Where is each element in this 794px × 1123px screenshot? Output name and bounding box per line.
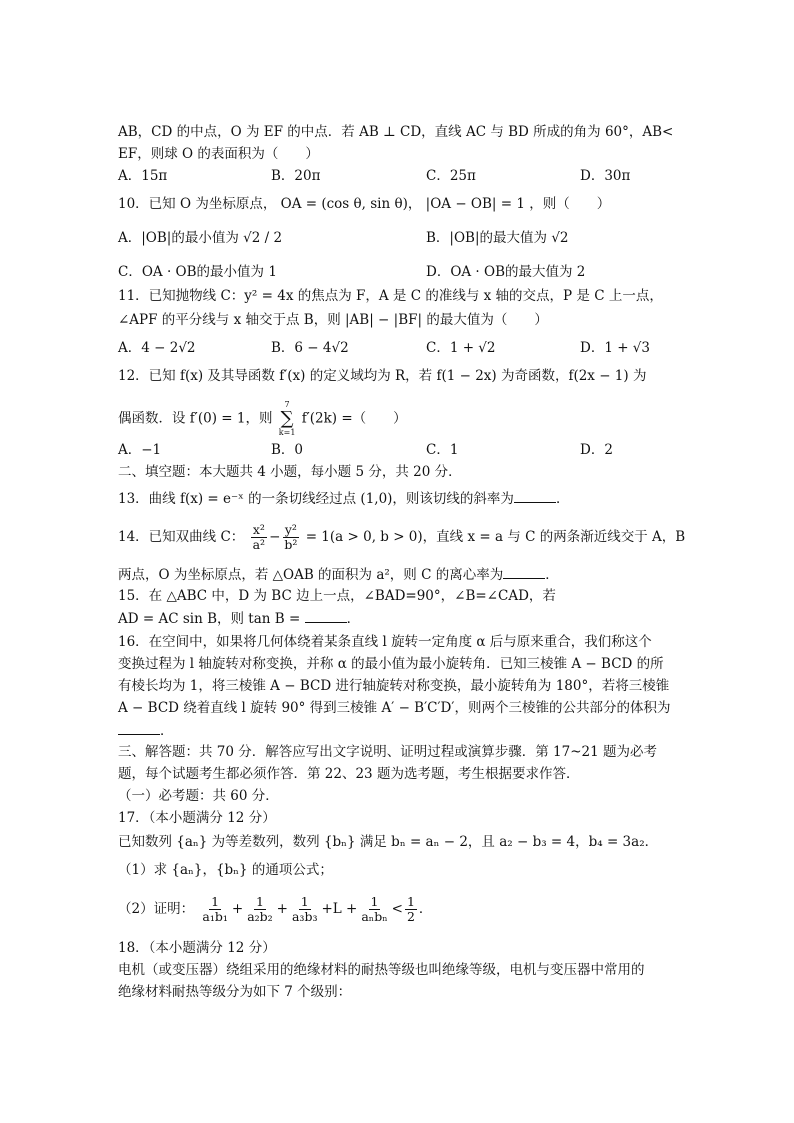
fraction: $\frac{1}{\text{a₂b₂}}$ [247, 894, 273, 924]
q9-line-2: EF，则球 O 的表面积为（ ） [118, 146, 319, 162]
q18-line-2: 绝缘材料耐热等级分为如下 7 个级别： [118, 984, 352, 1000]
q12-option-c: C．1 [426, 442, 459, 458]
q16-line-4: A − BCD 绕着直线 l 旋转 90° 得到三棱锥 A′ − B′C′D′，则两个三棱锥的公共部分的体积为 [118, 700, 671, 716]
q9-option-a: A．15π [118, 168, 168, 184]
q14-line-2: 两点，O 为坐标原点，若 △OAB 的面积为 a²，则 C 的离心率为 ． [118, 564, 678, 585]
q10-stem-b: OA = (cos θ, sin θ)， [280, 196, 422, 212]
q17-line-1: 已知数列 {aₙ} 为等差数列，数列 {bₙ} 满足 bₙ = aₙ − 2，且 a₂ − b₃ = 4，b₄ = 3a₂． [118, 834, 659, 850]
q16-line-1: 16．在空间中，如果将几何体绕着某条直线 l 旋转一定角度 α 后与原来重合，我们称这个 [118, 634, 652, 650]
q10-stem-a: 10．已知 O 为坐标原点， [118, 196, 277, 212]
q9-option-b: B．20π [271, 168, 321, 184]
q11-option-a: A．4 − 2√2 [118, 340, 196, 356]
q12-line-2: 偶函数．设 f′(0) = 1，则 7 ∑ k=1 f′(2k) =（ ） [118, 400, 407, 437]
q12-option-b: B．0 [271, 442, 304, 458]
q11-option-b: B．6 − 4√2 [271, 340, 349, 356]
q11-option-c: C．1 + √2 [426, 340, 496, 356]
q10-stem [118, 194, 678, 214]
section-2-heading: 二、填空题：本大题共 4 小题，每小题 5 分，共 20 分． [118, 464, 462, 480]
section-3-line-3: （一）必考题：共 60 分． [118, 788, 279, 804]
q10-option-a: A．|OB|的最小值为 √2 / 2 [118, 230, 283, 246]
q13-line: 13．曲线 f(x) = e⁻ˣ 的一条切线经过点 (1,0)，则该切线的斜率为 ． [118, 488, 678, 509]
q12-option-a: A．−1 [118, 442, 162, 458]
section-3-line-1: 三、解答题：共 70 分．解答应写出文字说明、证明过程或演算步骤．第 17~21 题为必考 [118, 744, 658, 760]
q12-line-1: 12．已知 f(x) 及其导函数 f′(x) 的定义域均为 R，若 f(1 − 2x) 为奇函数，f(2x − 1) 为 [118, 368, 647, 384]
q9-option-c: C．25π [426, 168, 476, 184]
q17-part-1: （1）求 {aₙ}，{bₙ} 的通项公式； [118, 862, 333, 878]
q10-stem-d: ，则（ ） [529, 196, 611, 212]
q9-option-d: D．30π [580, 168, 631, 184]
q18-line-1: 电机（或变压器）绕组采用的绝缘材料的耐热等级也叫绝缘等级，电机与变压器中常用的 [118, 962, 645, 978]
q11-option-d: D．1 + √3 [580, 340, 650, 356]
q15-line-1: 15．在 △ABC 中，D 为 BC 边上一点，∠BAD=90°，∠B=∠CAD，若 [118, 588, 556, 604]
q11-line-2: ∠APF 的平分线与 x 轴交于点 B，则 |AB| − |BF| 的最大值为（ ） [118, 312, 548, 328]
q10-option-d: D．OA · OB的最大值为 2 [426, 264, 586, 280]
fraction: $\frac{\text{x²}}{\text{a²}}$ [252, 522, 266, 552]
q10-option-c: C．OA · OB的最小值为 1 [118, 264, 277, 280]
q14-line-1: 14．已知双曲线 C： $\frac{\text{x²}}{\text{a²}}$ − $\frac{\text{y²}}{\text{b²}}$ = 1(a > 0, b > 0)，直线 x = a 与 C 的两条渐近线交于 A，B [118, 522, 686, 552]
q12-option-d: D．2 [580, 442, 613, 458]
q17-title: 17．（本小题满分 12 分） [118, 810, 276, 826]
fraction: $\frac{1}{\text{aₙbₙ}}$ [361, 894, 388, 924]
q10-stem-c: |OA − OB| = 1 [425, 196, 525, 212]
answer-blank [118, 720, 160, 735]
section-3-line-2: 题，每个试题考生都必须作答．第 22、23 题为选考题，考生根据要求作答． [118, 766, 580, 782]
answer-blank [514, 488, 556, 503]
fraction: $\frac{\text{y²}}{\text{b²}}$ [284, 522, 298, 552]
q16-line-5: ． [118, 720, 678, 741]
sigma-icon: ∑ [280, 408, 294, 429]
answer-blank [503, 564, 545, 579]
q11-line-1: 11．已知抛物线 C：y² = 4x 的焦点为 F，A 是 C 的准线与 x 轴的交点，P 是 C 上一点， [118, 288, 663, 304]
q16-line-2: 变换过程为 l 轴旋转对称变换，并称 α 的最小值为最小旋转角．已知三棱锥 A − BCD 的所 [118, 656, 664, 672]
fraction: $\frac{1}{2}$ [406, 894, 415, 924]
q16-line-3: 有棱长均为 1，将三棱锥 A − BCD 进行轴旋转对称变换，最小旋转角为 180°，若将三棱锥 [118, 678, 670, 694]
answer-blank [305, 608, 347, 623]
fraction: $\frac{1}{\text{a₃b₃}}$ [291, 894, 318, 924]
summation-symbol: 7 ∑ k=1 [278, 400, 296, 437]
q10-option-b: B．|OB|的最大值为 √2 [426, 230, 569, 246]
q9-line-1: AB，CD 的中点，O 为 EF 的中点．若 AB ⊥ CD，直线 AC 与 BD 所成的角为 60°，AB< [118, 124, 674, 140]
q17-part-2: （2）证明： $\frac{1}{\text{a₁b₁}}$ + $\frac{1}{\text{a₂b₂}}$ + $\frac{1}{\text{a₃b₃}}$ +L + $\frac{1}{\text{aₙbₙ}}$ < $\frac{1}{2}$ ． [118, 894, 433, 924]
q15-line-2: AD = AC sin B，则 tan B = ． [118, 608, 678, 629]
q18-title: 18．（本小题满分 12 分） [118, 940, 276, 956]
fraction: $\frac{1}{\text{a₁b₁}}$ [202, 894, 228, 924]
